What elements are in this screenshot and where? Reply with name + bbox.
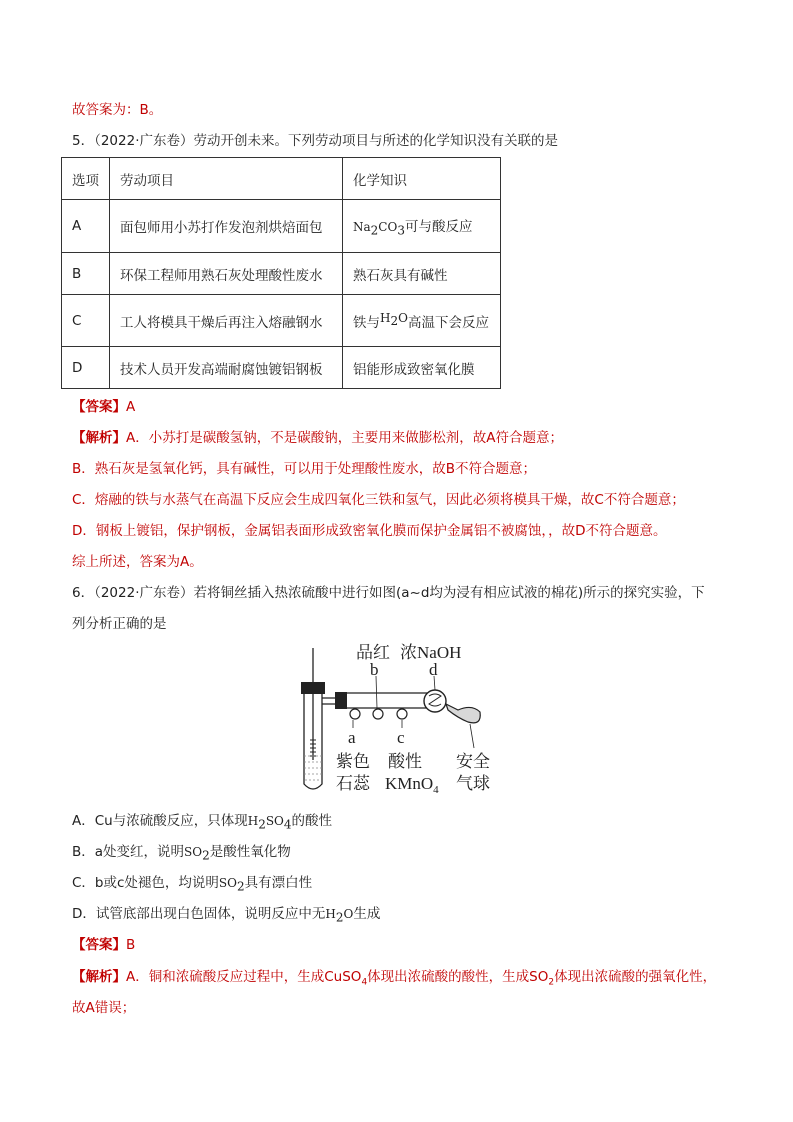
cotton-b bbox=[373, 709, 383, 719]
analysis-label: 【解析】 bbox=[72, 969, 126, 985]
cotton-d-bulb bbox=[424, 690, 446, 712]
safety-balloon bbox=[446, 704, 480, 723]
analysis-label: 【解析】 bbox=[72, 430, 126, 446]
q6-option-a: A．Cu与浓硫酸反应，只体现$H_2SO_4$的酸性 bbox=[72, 813, 333, 832]
q6-answer bbox=[72, 935, 135, 955]
formula-sub: 2 bbox=[390, 313, 399, 328]
answer-label: 【答案】 bbox=[72, 399, 126, 415]
label-kmno4: KMnO$_4$ bbox=[385, 774, 439, 796]
q6-analysis-a: 【解析】A．铜和浓硫酸反应过程中，生成CuSO$_4$体现出浓硫酸的酸性，生成$SO_2$体现出浓硫酸的强氧化性， bbox=[72, 969, 717, 988]
formula-na: Na bbox=[353, 219, 371, 234]
knowledge-text: 高温下会反应 bbox=[407, 314, 489, 331]
cell-knowledge bbox=[343, 295, 501, 347]
cell-option: D bbox=[62, 347, 110, 389]
cell-option: C bbox=[62, 295, 110, 347]
answer-value: A bbox=[126, 399, 136, 415]
label-a: a bbox=[348, 728, 356, 747]
q5-answer bbox=[72, 397, 135, 417]
q6-option-d: D．试管底部出现白色固体，说明反应中无$H_2O$生成 bbox=[72, 906, 381, 925]
analysis-text: A．小苏打是碳酸氢钠，不是碳酸钠，主要用来做膨松剂，故A符合题意； bbox=[126, 430, 563, 446]
q6-option-b: B．a处变红，说明$SO_2$是酸性氧化物 bbox=[72, 844, 291, 863]
q6-stem-line1: 6．（2022·广东卷）若将铜丝插入热浓硫酸中进行如图(a~d均为浸有相应试液的棉花)所示的探究实验，下 bbox=[72, 585, 705, 601]
formula-co: CO bbox=[378, 219, 398, 234]
header-project: 劳动项目 bbox=[110, 158, 343, 200]
q5-analysis-a bbox=[72, 428, 563, 448]
formula-sub: 3 bbox=[397, 223, 405, 238]
formula-o: O bbox=[398, 310, 408, 325]
answer-value: B bbox=[126, 937, 136, 953]
table-row bbox=[62, 295, 501, 347]
cell-knowledge: 铝能形成致密氧化膜 bbox=[343, 347, 501, 389]
label-anquan: 安全 bbox=[456, 752, 490, 771]
knowledge-text: 可与酸反应 bbox=[404, 218, 473, 235]
cell-project: 面包师用小苏打作发泡剂烘焙面包 bbox=[110, 200, 343, 253]
label-pinhong: 品红 bbox=[356, 643, 390, 662]
delivery-tube bbox=[322, 698, 335, 704]
experiment-apparatus-figure bbox=[290, 638, 520, 798]
q5-analysis-c: C．熔融的铁与水蒸气在高温下反应会生成四氧化三铁和氢气，因此必须将模具干燥，故C不符合题意； bbox=[72, 492, 685, 508]
q6-analysis-a-cont: 故A错误； bbox=[72, 1000, 136, 1016]
q6-stem-line2: 列分析正确的是 bbox=[72, 616, 167, 632]
q5-stem: 5．（2022·广东卷）劳动开创未来。下列劳动项目与所述的化学知识没有关联的是 bbox=[72, 133, 558, 149]
q5-summary: 综上所述，答案为A。 bbox=[72, 554, 203, 570]
cell-project: 环保工程师用熟石灰处理酸性废水 bbox=[110, 253, 343, 295]
label-naoh: 浓NaOH bbox=[400, 643, 462, 662]
cell-knowledge: 熟石灰具有碱性 bbox=[343, 253, 501, 295]
q6-option-c: C．b或c处褪色，均说明$SO_2$具有漂白性 bbox=[72, 875, 313, 894]
cell-option: A bbox=[62, 200, 110, 253]
cell-knowledge bbox=[343, 200, 501, 253]
cell-project: 工人将模具干燥后再注入熔融钢水 bbox=[110, 295, 343, 347]
header-knowledge: 化学知识 bbox=[343, 158, 501, 200]
cell-project: 技术人员开发高端耐腐蚀镀铝钢板 bbox=[110, 347, 343, 389]
label-d: d bbox=[429, 660, 438, 679]
cell-option: B bbox=[62, 253, 110, 295]
horizontal-glass-tube bbox=[347, 693, 430, 708]
previous-answer-line: 故答案为：B。 bbox=[72, 102, 163, 118]
connector-stopper bbox=[335, 692, 347, 709]
formula-sub: 2 bbox=[370, 223, 379, 238]
table-header-row bbox=[62, 158, 501, 200]
stopper bbox=[301, 682, 325, 694]
table-row bbox=[62, 253, 501, 295]
header-option: 选项 bbox=[62, 158, 110, 200]
knowledge-text: 铁与 bbox=[353, 314, 380, 331]
label-shirui: 石蕊 bbox=[336, 774, 370, 793]
label-zise: 紫色 bbox=[336, 752, 370, 771]
q5-analysis-b: B．熟石灰是氢氧化钙，具有碱性，可以用于处理酸性废水，故B不符合题意； bbox=[72, 461, 537, 477]
cotton-c bbox=[397, 709, 407, 719]
label-b: b bbox=[370, 660, 379, 679]
table-row bbox=[62, 200, 501, 253]
answer-label: 【答案】 bbox=[72, 937, 126, 953]
table-row bbox=[62, 347, 501, 389]
cotton-a bbox=[350, 709, 360, 719]
label-suanxing: 酸性 bbox=[388, 752, 422, 771]
q5-options-table bbox=[61, 157, 501, 389]
q5-analysis-d: D．钢板上镀铝，保护钢板，金属铝表面形成致密氧化膜而保护金属铝不被腐蚀，，故D不符合题意。 bbox=[72, 523, 667, 539]
formula-h: H bbox=[380, 310, 391, 325]
label-c: c bbox=[397, 728, 405, 747]
label-qiqiu: 气球 bbox=[456, 774, 490, 793]
